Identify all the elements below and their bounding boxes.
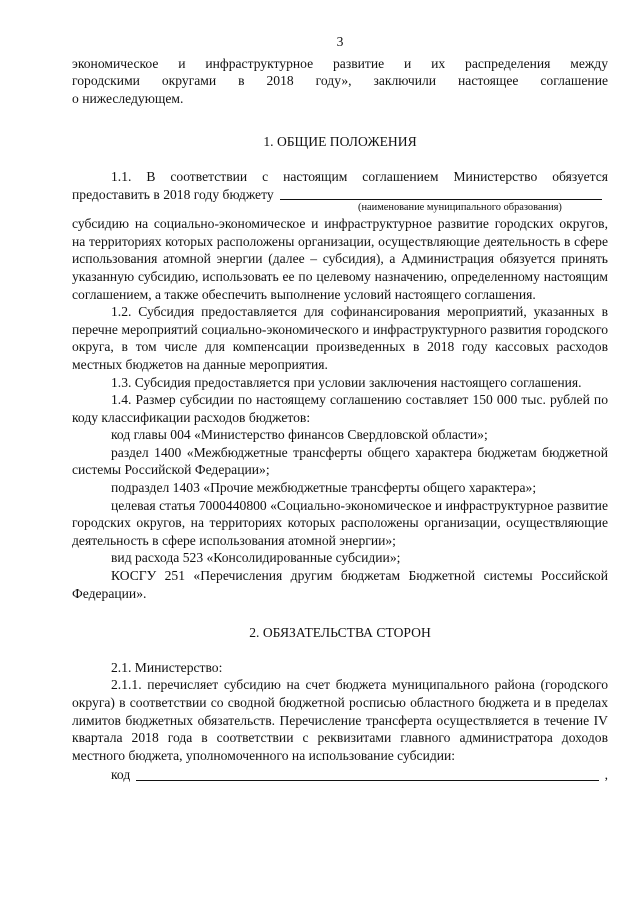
clause-1-1-rest: субсидию на социально-экономическое и инфраструктурное развитие городских округов, на территориях которых расположены организации, осуществляющие деятельность в сфере использования атомной энергии (далее – субсидия), а Администрация обязуется принять указанную субсидию, использовать ее по целевому назначению, определенному настоящим соглашением, а также обеспечить выполнение условий настоящего соглашения. bbox=[72, 216, 608, 302]
code-line bbox=[72, 766, 608, 784]
clause-1-1-line-2 bbox=[72, 186, 608, 204]
code-label: код bbox=[111, 767, 131, 783]
section-1-title: 1. ОБЩИЕ ПОЛОЖЕНИЯ bbox=[263, 134, 417, 150]
code-kosgu: КОСГУ 251 «Перечисления другим бюджетам Бюджетной системы Российской Федерации». bbox=[72, 568, 608, 601]
intro-line-3: о нижеследующем. bbox=[72, 90, 184, 106]
code-chapter: код главы 004 «Министерство финансов Свердловской области»; bbox=[111, 427, 488, 443]
municipality-name-blank bbox=[280, 199, 602, 200]
clause-1-2: 1.2. Субсидия предоставляется для софинансирования мероприятий, указанных в перечне мероприятий социально-экономического и инфраструктурного развития городского округа, в том числе для компенсации произведенных в 2018 году кассовых расходов местных бюджетов на данные мероприятия. bbox=[72, 304, 608, 372]
clause-1-4: 1.4. Размер субсидии по настоящему соглашению составляет 150 000 тыс. рублей по коду классификации расходов бюджетов: bbox=[72, 392, 608, 425]
clause-2-1: 2.1. Министерство: bbox=[111, 659, 223, 675]
clause-1-1-line-2-text: предоставить в 2018 году бюджету bbox=[72, 186, 274, 202]
code-trailing-comma: , bbox=[604, 767, 608, 783]
clause-2-1-1: 2.1.1. перечисляет субсидию на счет бюджета муниципального района (городского округа) в соответствии со сводной бюджетной росписью областного бюджета и в пределах лимитов бюджетных обязательств. Перечисление трансферта осуществляется в течение IV квартала 2018 года в соответствии с реквизитами главного администратора доходов местного бюджета, уполномоченного на использование субсидии: bbox=[72, 677, 608, 763]
code-expense-type: вид расхода 523 «Консолидированные субсидии»; bbox=[111, 550, 401, 566]
clause-1-3: 1.3. Субсидия предоставляется при условии заключения настоящего соглашения. bbox=[111, 374, 582, 390]
intro-paragraph bbox=[72, 55, 608, 108]
page-number: 3 bbox=[336, 34, 344, 49]
clause-1-1-line-1: 1.1. В соответствии с настоящим соглашением Министерство обязуется bbox=[111, 168, 608, 184]
intro-line-1: экономическое и инфраструктурное развитие и их распределения между bbox=[72, 55, 608, 71]
code-blank bbox=[136, 780, 598, 781]
section-2-title: 2. ОБЯЗАТЕЛЬСТВА СТОРОН bbox=[249, 625, 431, 641]
intro-line-2: городскими округами в 2018 году», заключили настоящее соглашение bbox=[72, 73, 608, 89]
code-subsection: подраздел 1403 «Прочие межбюджетные трансферты общего характера»; bbox=[111, 480, 537, 496]
municipality-name-caption: (наименование муниципального образования) bbox=[358, 202, 562, 214]
code-section: раздел 1400 «Межбюджетные трансферты общего характера бюджетам бюджетной системы Российской Федерации»; bbox=[72, 444, 608, 478]
code-target-article: целевая статья 7000440800 «Социально-экономическое и инфраструктурное развитие городских округов, на территориях которых расположены организации, осуществляющие деятельность в сфере использования атомной энергии»; bbox=[72, 497, 608, 548]
